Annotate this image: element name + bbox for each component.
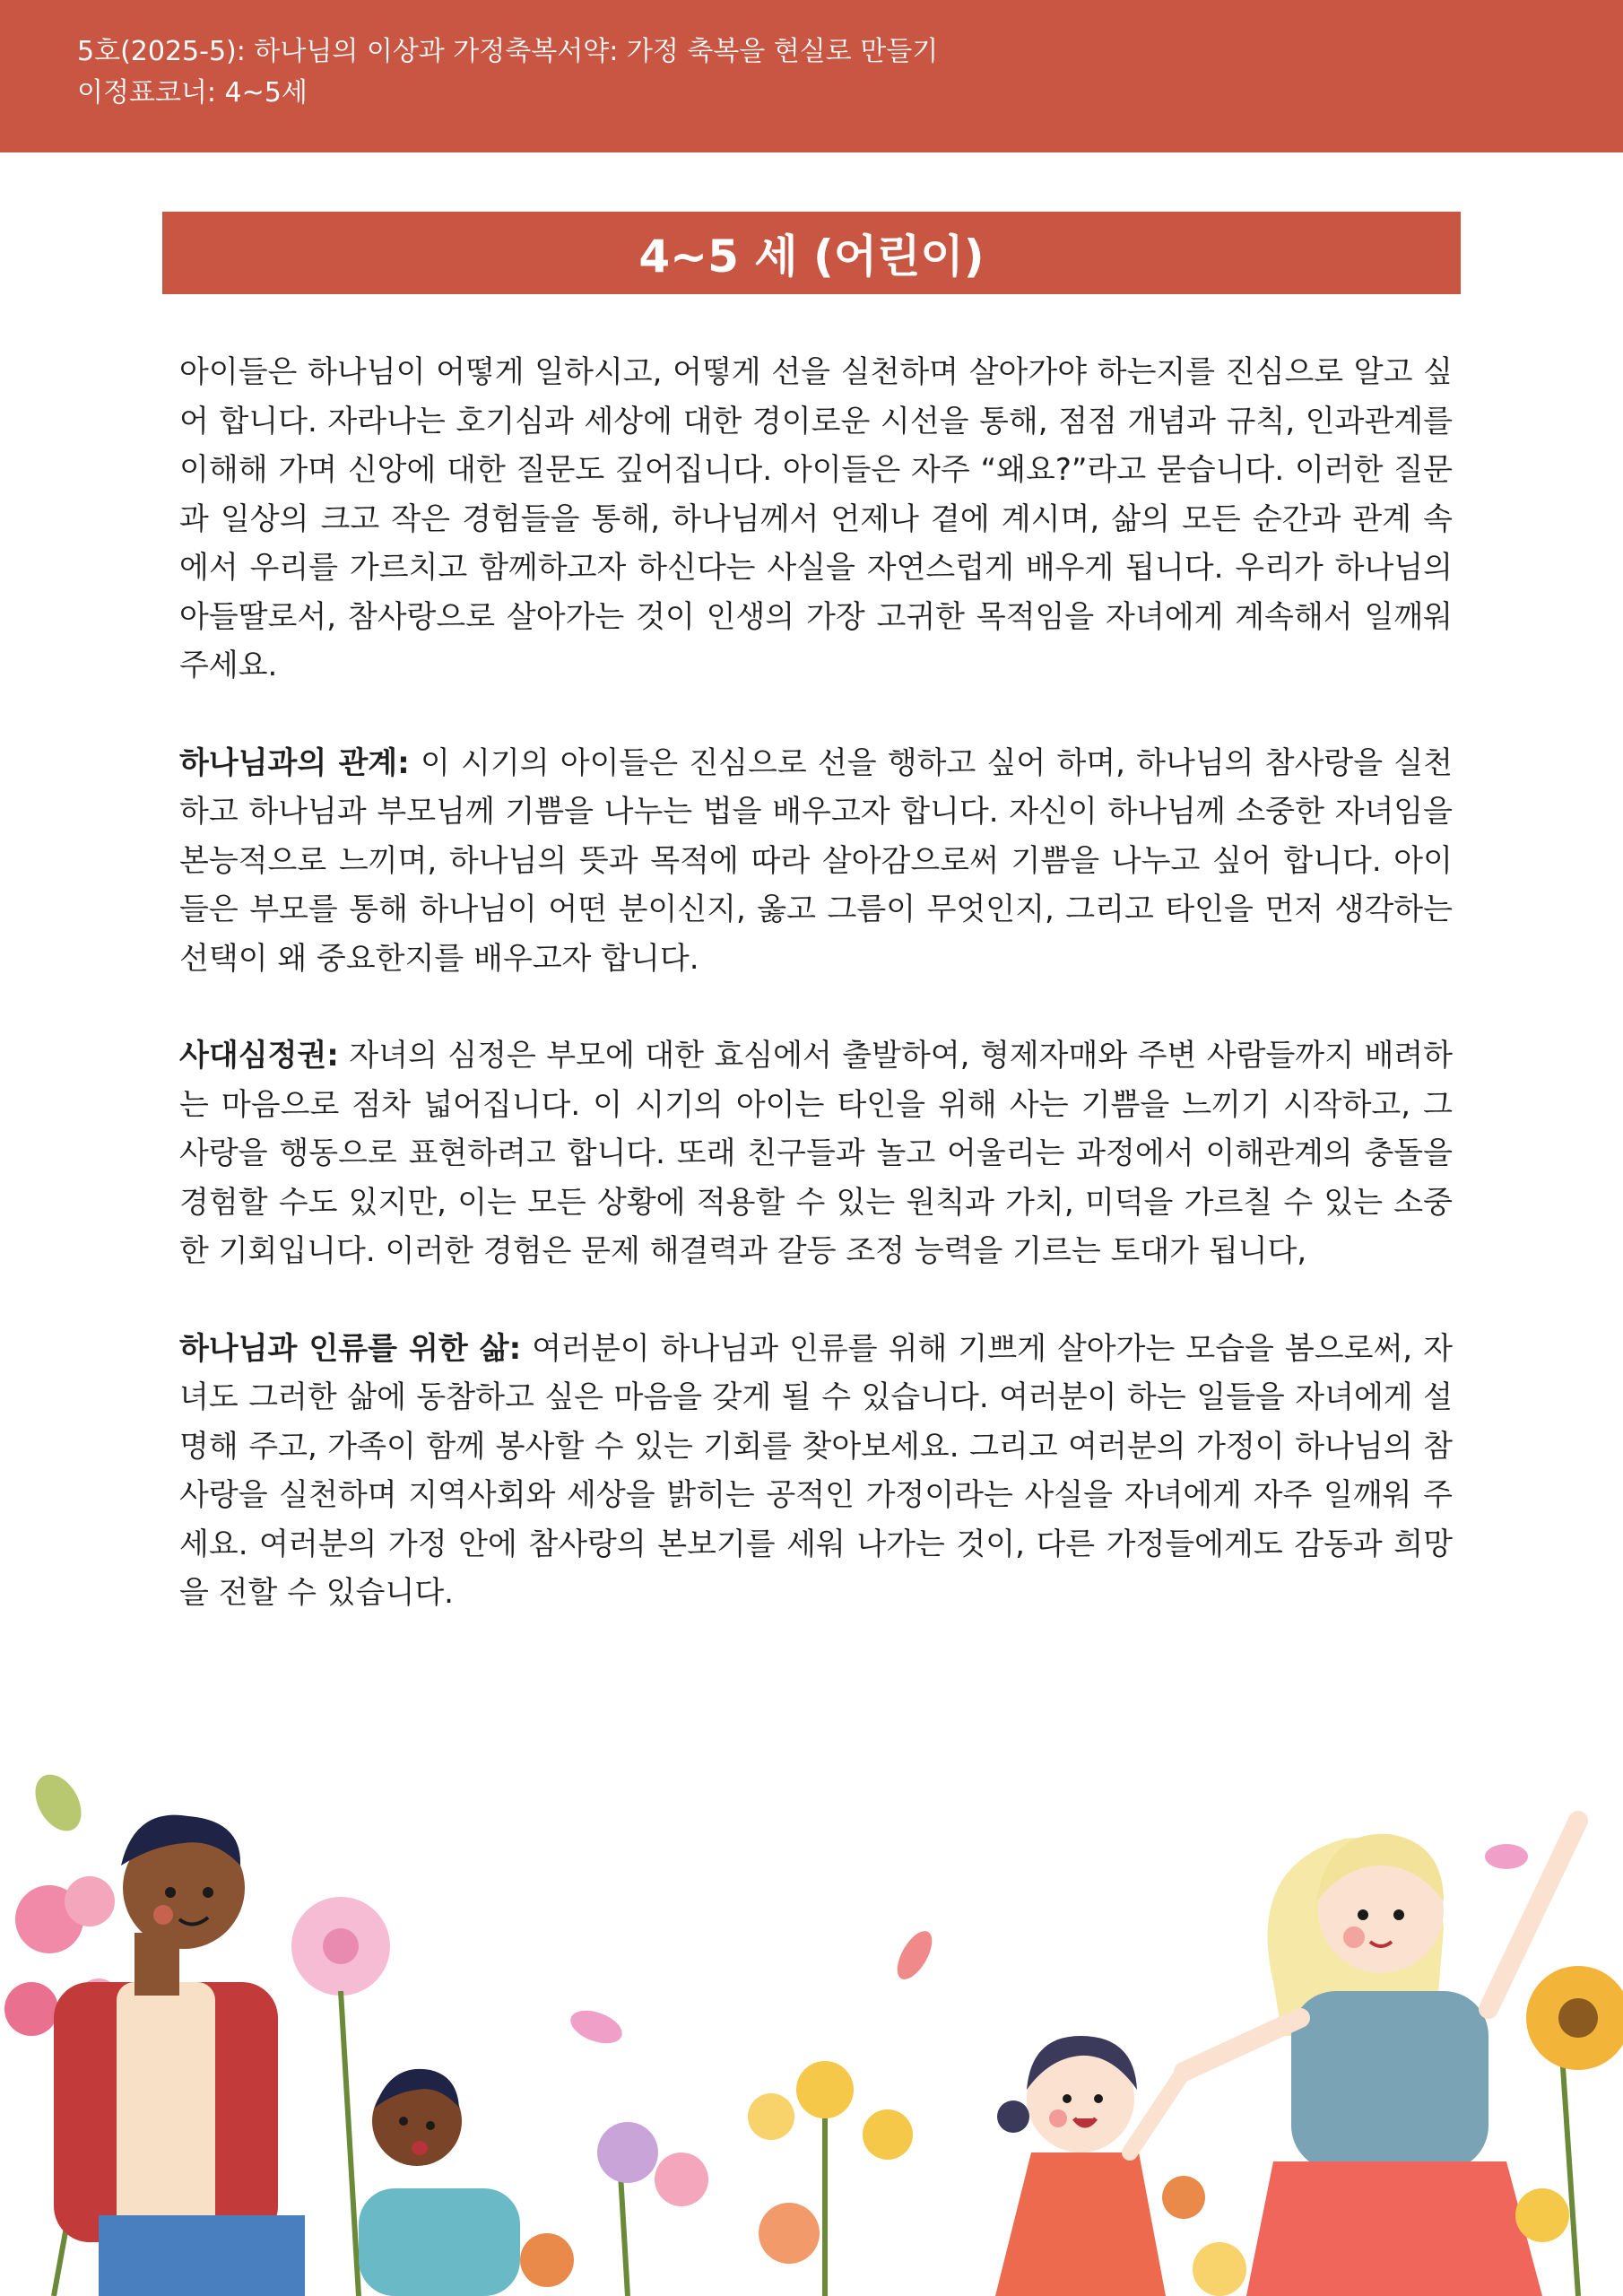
paragraph-heading: 하나님과의 관계: <box>179 744 410 781</box>
issue-title: 5호(2025-5): 하나님의 이상과 가정축복서약: 가정 축복을 현실로 만들기 <box>77 36 939 67</box>
article-body <box>179 348 1453 1666</box>
flower-cluster-center <box>520 2061 913 2296</box>
paragraph-relationship <box>179 739 1453 984</box>
intro-paragraph: 아이들은 하나님이 어떻게 일하시고, 어떻게 선을 실천하며 살아가야 하는지를 진심으로 알고 싶어 합니다. 자라나는 호기심과 세상에 대한 경이로운 시선을 통해, 점점 개념과 규칙, 인과관계를 이해해 가며 신앙에 대한 질문도 깊어집니다. 아이들은 자주 “왜요?”라고 묻습니다. 이러한 질문과 일상의 크고 작은 경험들을 통해, 하나님께서 언제나 곁에 계시며, 삶의 모든 순간과 관계 속에서 우리를 가르치고 함께하고자 하신다는 사실을 자연스럽게 배우게 됩니다. 우리가 하나님의 아들딸로서, 참사랑으로 살아가는 것이 인생의 가장 고귀한 목적임을 자녀에게 계속해서 일깨워 주세요. <box>179 354 1453 683</box>
paragraph-text: 이 시기의 아이들은 진심으로 선을 행하고 싶어 하며, 하나님의 참사랑을 실천하고 하나님과 부모님께 기쁨을 나누는 법을 배우고자 합니다. 자신이 하나님께 소중한 자녀임을 본능적으로 느끼며, 하나님의 뜻과 목적에 따라 살아감으로써 기쁨을 나누고 싶어 합니다. 아이들은 부모를 통해 하나님이 어떤 분이신지, 옳고 그름이 무엇인지, 그리고 타인을 먼저 생각하는 선택이 왜 중요한지를 배우고자 합니다. <box>179 744 1453 977</box>
daughter-figure <box>995 2036 1184 2296</box>
header-banner <box>0 0 1623 152</box>
paragraph-life-for-god <box>179 1325 1453 1618</box>
section-title-bar <box>162 212 1461 294</box>
family-flower-illustration <box>0 1731 1623 2296</box>
paragraph-text: 자녀의 심정은 부모에 대한 효심에서 출발하여, 형제자매와 주변 사람들까지 배려하는 마음으로 점차 넓어집니다. 이 시기의 아이는 타인을 위해 사는 기쁨을 느끼기 시작하고, 그 사랑을 행동으로 표현하려고 합니다. 또래 친구들과 놀고 어울리는 과정에서 이해관계의 충돌을 경험할 수도 있지만, 이는 모든 상황에 적용할 수 있는 원칙과 가치, 미덕을 가르칠 수 있는 소중한 기회입니다. 이러한 경험은 문제 해결력과 갈등 조정 능력을 기르는 토대가 됩니다, <box>179 1038 1453 1269</box>
section-title: 4~5 세 (어린이) <box>638 230 985 283</box>
paragraph-text: 여러분이 하나님과 인류를 위해 기쁘게 살아가는 모습을 봄으로써, 자녀도 그러한 삶에 동참하고 싶은 마음을 갖게 될 수 있습니다. 여러분이 하는 일들을 자녀에게 설명해 주고, 가족이 함께 봉사할 수 있는 기회를 찾아보세요. 그리고 여러분의 가정이 하나님의 참사랑을 실천하며 지역사회와 세상을 밝히는 공적인 가정이라는 사실을 자녀에게 자주 일깨워 주세요. 여러분의 가정 안에 참사랑의 본보기를 세워 나가는 것이, 다른 가정들에게도 감동과 희망을 전할 수 있습니다. <box>179 1330 1453 1611</box>
paragraph-heading: 하나님과 인류를 위한 삶: <box>179 1330 522 1367</box>
corner-title: 이정표코너: 4~5세 <box>77 77 308 109</box>
son-figure <box>359 2069 520 2296</box>
paragraph-heading: 사대심정권: <box>179 1038 339 1074</box>
paragraph-four-realms <box>179 1031 1453 1276</box>
